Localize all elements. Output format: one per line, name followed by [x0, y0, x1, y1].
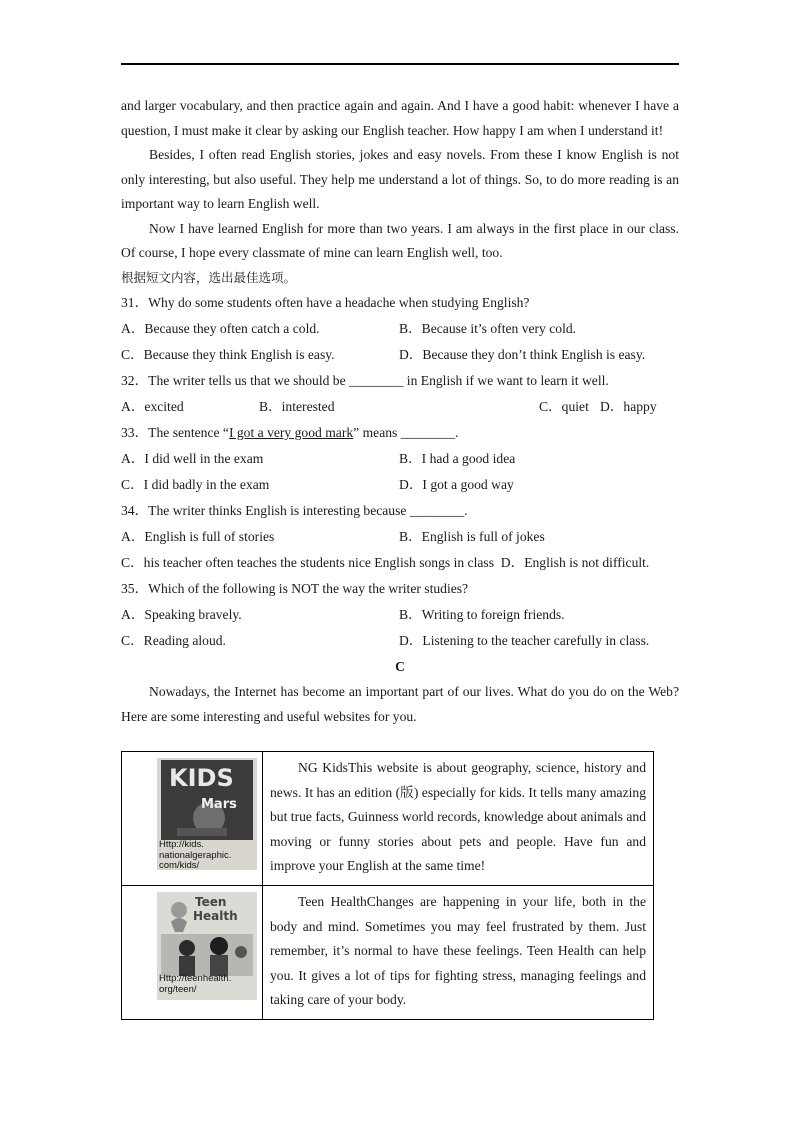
option-row [121, 602, 679, 628]
option-row [121, 472, 679, 498]
passage-paragraph: and larger vocabulary, and then practice again and again. And I have a good habit: whenever I have a question, I must make it clear by asking our English teacher. How happy I am when I understand it! [121, 98, 679, 138]
ng-kids-description: NG KidsThis website is about geography, science, history and news. It has an edition (版) especially for kids. It tells many amazing but true facts, Guinness world records, knowledge about animals and moving or funny stories about pets and people. Have fun and improve your English at the same time! [263, 752, 654, 886]
question-stem: 35．Which of the following is NOT the way the writer studies? [121, 581, 469, 596]
option-c[interactable]: C．quiet [539, 399, 589, 414]
health-logo-line: Health [193, 909, 238, 923]
ng-kids-image [157, 758, 257, 870]
option-row [121, 524, 679, 550]
underlined-sentence: I got a very good mark [228, 425, 354, 440]
question-stem: 32．The writer tells us that we should be ________ in English if we want to learn it well. [121, 373, 609, 388]
option-b[interactable]: B．I had a good idea [399, 451, 516, 466]
table-row [122, 752, 654, 886]
mars-caption: Mars [201, 797, 237, 812]
page-content [121, 94, 679, 729]
option-d[interactable]: D．I got a good way [399, 477, 514, 492]
option-a[interactable]: A．I did well in the exam [121, 451, 264, 466]
option-row [121, 342, 679, 368]
teen-health-description: Teen HealthChanges are happening in your life, both in the body and mind. Sometimes you may feel frustrated by them. Just remember, it’s normal to have these feelings. Teen Health can help you. It gives a lot of tips for fighting stress, managing feelings and taking care of your body. [263, 886, 654, 1020]
option-d[interactable]: D．English is not difficult. [500, 555, 650, 570]
websites-table [121, 751, 654, 1020]
section-heading: C [395, 659, 405, 674]
image-cell [122, 886, 263, 1020]
question-stem: 33．The sentence “I got a very good mark” means ________. [121, 425, 459, 440]
option-c[interactable]: C．his teacher often teaches the students nice English songs in class [121, 555, 494, 570]
option-a[interactable]: A．Speaking bravely. [121, 607, 242, 622]
option-row [121, 316, 679, 342]
question-stem: 31．Why do some students often have a headache when studying English? [121, 295, 530, 310]
teen-logo-line: Teen [195, 895, 227, 909]
option-a[interactable]: A．excited [121, 399, 184, 414]
option-b[interactable]: B．Because it’s often very cold. [399, 321, 577, 336]
option-d[interactable]: D．happy [600, 399, 657, 414]
header-rule [121, 63, 679, 65]
option-row [121, 394, 679, 420]
option-c[interactable]: C．Reading aloud. [121, 633, 226, 648]
option-b[interactable]: B．English is full of jokes [399, 529, 545, 544]
option-a[interactable]: A．Because they often catch a cold. [121, 321, 320, 336]
table-row [122, 886, 654, 1020]
option-a[interactable]: A．English is full of stories [121, 529, 275, 544]
teen-health-url: Http://teenhealth. org/teen/ [159, 973, 232, 995]
instruction: 根据短文内容，选出最佳选项。 [121, 269, 297, 285]
option-d[interactable]: D．Because they don’t think English is easy. [399, 347, 646, 362]
option-b[interactable]: B．interested [259, 399, 335, 414]
kids-logo: KIDS [169, 764, 234, 792]
option-c[interactable]: C．Because they think English is easy. [121, 347, 335, 362]
teen-health-image [157, 892, 257, 1000]
section-intro: Nowadays, the Internet has become an important part of our lives. What do you do on the Web? Here are some interesting and useful websites for you. [121, 684, 679, 724]
question-stem: 34．The writer thinks English is interesting because ________. [121, 503, 468, 518]
option-row [121, 446, 679, 472]
passage-paragraph: Besides, I often read English stories, jokes and easy novels. From these I know English is not only interesting, but also useful. They help me understand a lot of things. So, to do more reading is an important way to learn English well. [121, 147, 679, 211]
passage-paragraph: Now I have learned English for more than two years. I am always in the first place in our class. Of course, I hope every classmate of mine can learn English well, too. [121, 220, 679, 260]
option-c[interactable]: C．I did badly in the exam [121, 477, 270, 492]
option-b[interactable]: B．Writing to foreign friends. [399, 607, 565, 622]
ng-kids-url: Http://kids. nationalgeraphic. com/kids/ [159, 839, 232, 870]
option-row [121, 628, 679, 654]
option-d[interactable]: D．Listening to the teacher carefully in class. [399, 633, 650, 648]
option-row [121, 550, 679, 576]
image-cell [122, 752, 263, 886]
